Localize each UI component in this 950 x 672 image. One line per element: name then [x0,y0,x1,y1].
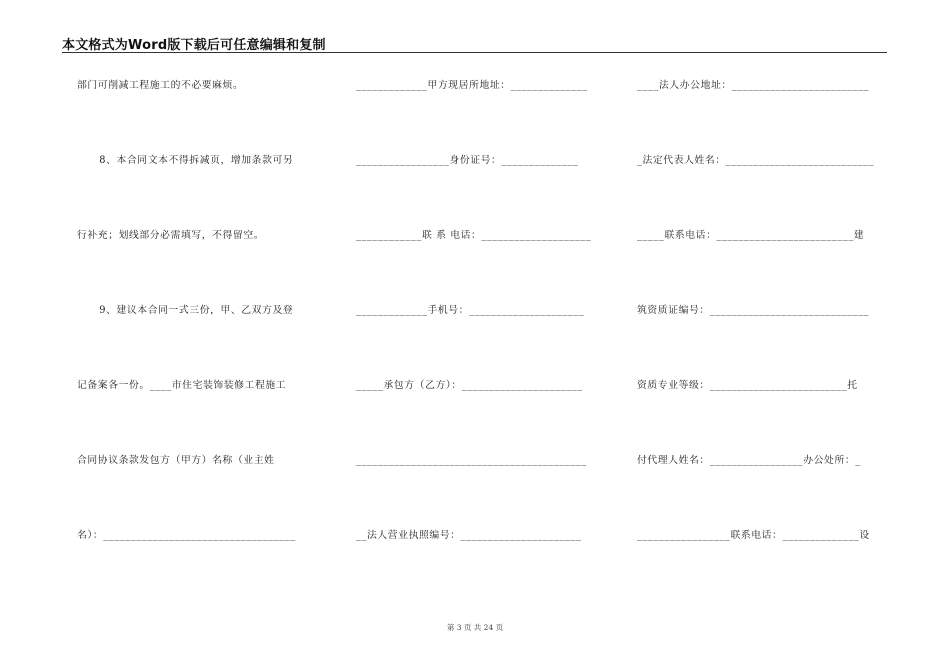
text-line: __法人营业执照编号：______________________ [356,530,582,541]
text-line: _____________甲方现居所地址：______________ [356,80,588,91]
text-line: _________________身份证号：______________ [356,155,579,166]
text-line: 8、本合同文本不得拆减页，增加条款可另 [77,155,294,166]
text-line: _________________联系电话：______________设 [637,530,870,541]
text-line: 部门可削减工程施工的不必要麻烦。 [77,80,244,91]
text-line: _____________手机号：_____________________ [356,305,585,316]
text-line: ____法人办公地址：_________________________ [637,80,870,91]
text-line: __________________________________________ [356,455,587,466]
text-line: 记备案各一份。____市住宅装饰装修工程施工 [77,380,287,391]
page-number-footer: 第 3 页 共 24 页 [446,623,504,632]
text-line: 9、建议本合同一式三份，甲、乙双方及登 [77,305,294,316]
text-line: _____承包方（乙方）：______________________ [356,380,583,391]
text-line: 筑资质证编号：_____________________________ [637,305,870,316]
text-line: 合同协议条款发包方（甲方）名称（业主姓 [77,455,275,466]
text-line: 资质专业等级：_________________________托 [637,380,858,391]
text-line: ____________联 系 电话：____________________ [356,230,592,241]
text-line: 名）：___________________________________ [77,530,296,541]
text-line: 付代理人姓名：_________________办公处所：_ [637,455,861,466]
text-line: _____联系电话：_________________________建 [637,230,865,241]
document-header-title: 本文格式为Word版下载后可任意编辑和复制 [62,38,326,53]
text-line: _法定代表人姓名：___________________________ [637,155,875,166]
text-line: 行补充；划线部分必需填写，不得留空。 [77,230,265,241]
header-divider [62,52,887,53]
